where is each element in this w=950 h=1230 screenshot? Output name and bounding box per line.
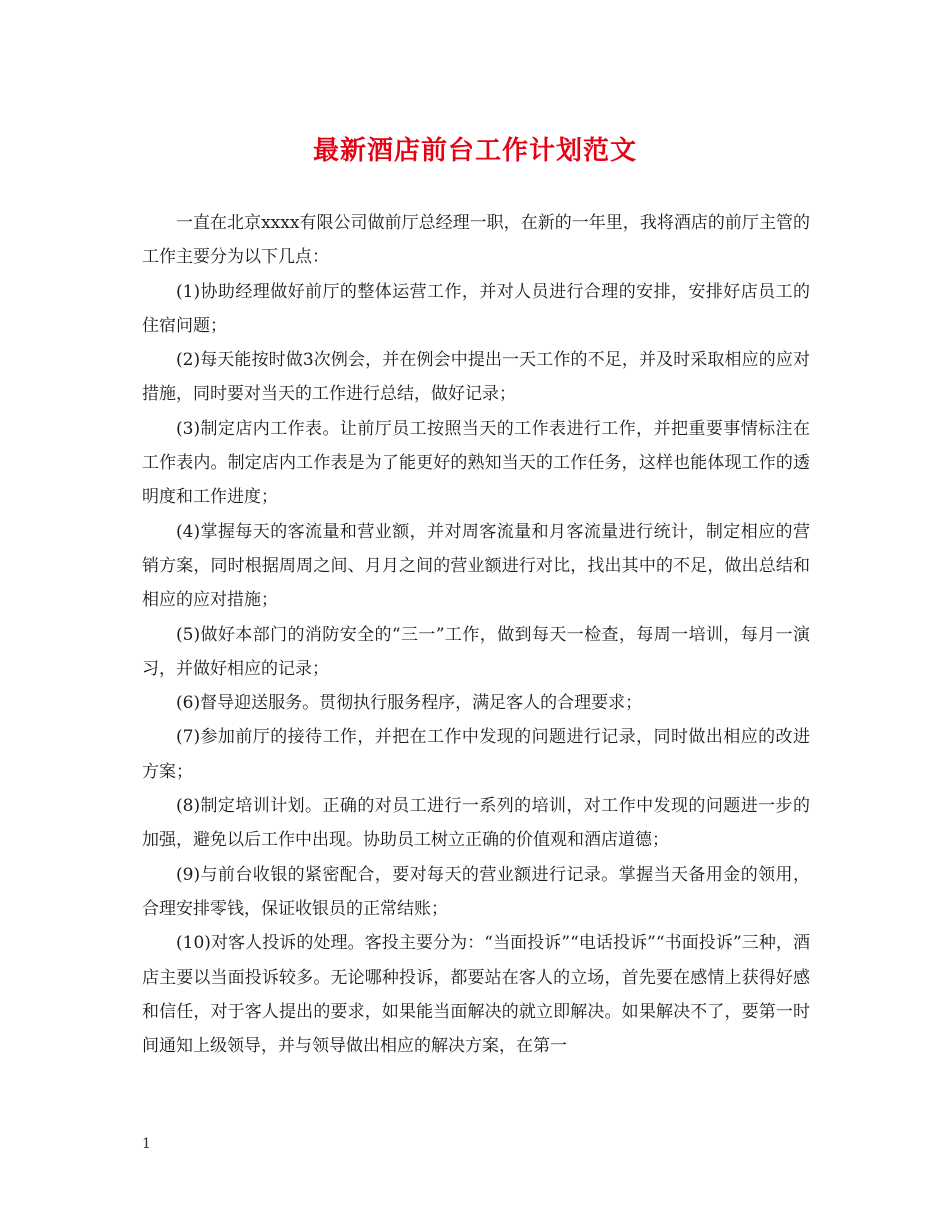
page-number: 1 — [142, 1136, 151, 1152]
paragraph-item-3: (3)制定店内工作表。让前厅员工按照当天的工作表进行工作，并把重要事情标注在工作表内。制定店内工作表是为了能更好的熟知当天的工作任务，这样也能体现工作的透明度和工作进度； — [142, 418, 810, 508]
paragraph-intro: 一直在北京xxxx有限公司做前厅总经理一职，在新的一年里，我将酒店的前厅主管的工作主要分为以下几点： — [142, 213, 810, 268]
paragraph-item-7: (7)参加前厅的接待工作，并把在工作中发现的问题进行记录，同时做出相应的改进方案； — [142, 727, 810, 782]
paragraph-item-6: (6)督导迎送服务。贯彻执行服务程序，满足客人的合理要求； — [176, 693, 643, 714]
document-body — [142, 206, 810, 1063]
paragraph-item-10: (10)对客人投诉的处理。客投主要分为：“当面投诉”“电话投诉”“书面投诉”三种，酒店主要以当面投诉较多。无论哪种投诉，都要站在客人的立场，首先要在感情上获得好感和信任，对于客人提出的要求，如果能当面解决的就立即解决。如果解决不了，要第一时间通知上级领导，并与领导做出相应的解决方案，在第一 — [142, 933, 810, 1057]
paragraph-item-1: (1)协助经理做好前厅的整体运营工作，并对人员进行合理的安排，安排好店员工的住宿问题； — [142, 281, 810, 336]
document-title: 最新酒店前台工作计划范文 — [312, 136, 637, 166]
paragraph-item-2: (2)每天能按时做3次例会，并在例会中提出一天工作的不足，并及时采取相应的应对措施，同时要对当天的工作进行总结，做好记录； — [142, 350, 810, 405]
paragraph-item-8: (8)制定培训计划。正确的对员工进行一系列的培训，对工作中发现的问题进一步的加强，避免以后工作中出现。协助员工树立正确的价值观和酒店道德； — [142, 796, 810, 851]
paragraph-item-9: (9)与前台收银的紧密配合，要对每天的营业额进行记录。掌握当天备用金的领用，合理安排零钱，保证收银员的正常结账； — [142, 864, 810, 919]
paragraph-item-5: (5)做好本部门的消防安全的“三一”工作，做到每天一检查，每周一培训，每月一演习，并做好相应的记录； — [142, 624, 810, 679]
paragraph-item-4: (4)掌握每天的客流量和营业额，并对周客流量和月客流量进行统计，制定相应的营销方案，同时根据周周之间、月月之间的营业额进行对比，找出其中的不足，做出总结和相应的应对措施； — [142, 521, 810, 611]
